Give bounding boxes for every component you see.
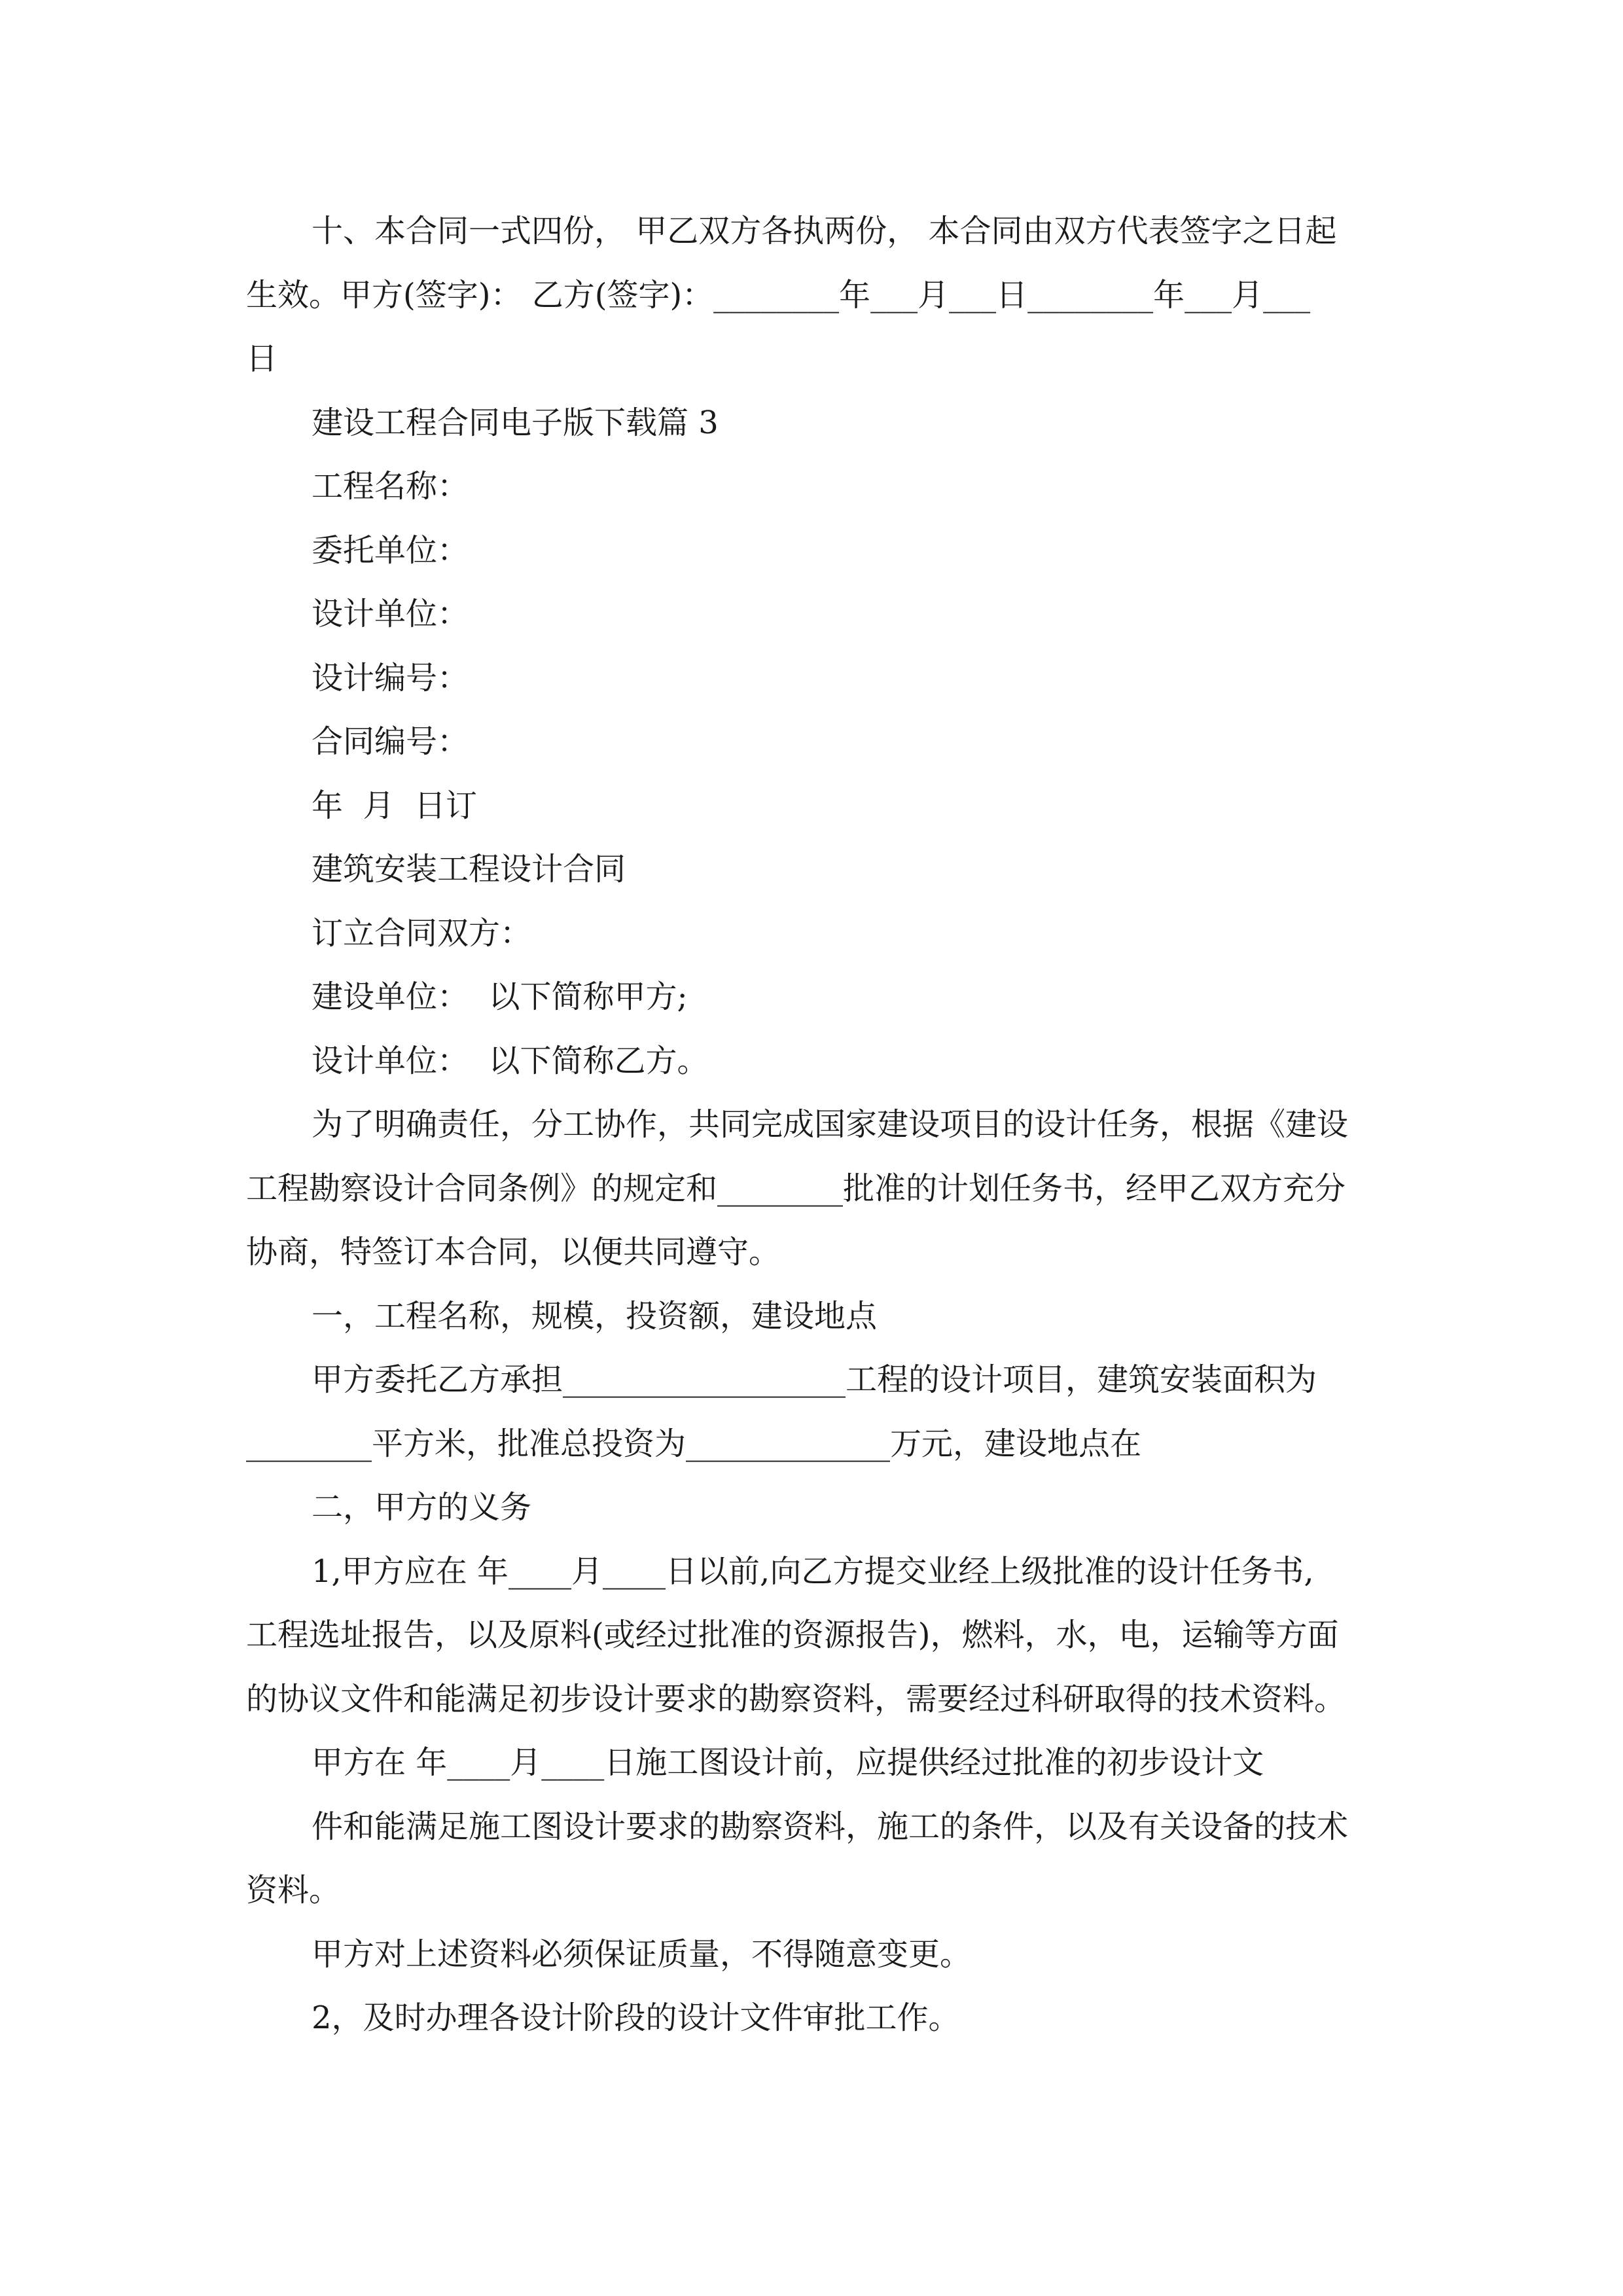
text-line: 订立合同双方： [312,914,532,952]
text-line: 2，及时办理各设计阶段的设计文件审批工作。 [312,2000,960,2036]
text-line: 十、本合同一式四份， 甲乙双方各执两份， 本合同由双方代表签字之日起 [312,213,1337,249]
text-line: 日 [246,340,278,377]
text-line: 的协议文件和能满足初步设计要求的勘察资料，需要经过科研取得的技术资料。 [246,1680,1346,1717]
text-line: 为了明确责任，分工协作，共同完成国家建设项目的设计任务，根据《建设 [312,1106,1349,1143]
text-line: 工程勘察设计合同条例》的规定和________批准的计划任务书，经甲乙双方充分 [246,1170,1346,1207]
text-line: 甲方委托乙方承担__________________工程的设计项目，建筑安装面积为 [312,1361,1317,1398]
text-line: 设计单位： 以下简称乙方。 [312,1042,709,1079]
text-line: 甲方对上述资料必须保证质量，不得随意变更。 [312,1935,972,1973]
text-line: 协商，特签订本合同，以便共同遵守。 [246,1234,781,1270]
contract-body [246,200,1378,2051]
text-line: ________平方米，批准总投资为_____________万元，建设地点在 [246,1425,1142,1462]
text-line: 年 月 日订 [312,787,478,824]
text-line: 委托单位： [312,531,469,569]
text-line: 建设工程合同电子版下载篇 3 [312,404,719,441]
text-line: 资料。 [246,1872,341,1909]
text-line: 建筑安装工程设计合同 [312,851,626,888]
text-line: 设计单位： [312,596,469,632]
text-line: 生效。甲方(签字)： 乙方(签字)：________年___月___日________年___月___ [246,276,1311,314]
text-line: 设计编号： [312,659,469,696]
text-line: 工程名称： [312,468,469,505]
text-line: 工程选址报告，以及原料(或经过批准的资源报告)，燃料，水，电，运输等方面 [246,1617,1339,1653]
text-line: 件和能满足施工图设计要求的勘察资料，施工的条件，以及有关设备的技术 [312,1808,1349,1845]
text-line: 1,甲方应在 年____月____日以前,向乙方提交业经上级批准的设计任务书, [312,1552,1314,1590]
text-line: 建设单位： 以下简称甲方; [312,978,688,1015]
text-line: 一，工程名称，规模，投资额，建设地点 [312,1297,878,1335]
text-line: 二，甲方的义务 [312,1489,532,1526]
text-line: 合同编号： [312,723,469,760]
text-line: 甲方在 年____月____日施工图设计前，应提供经过批准的初步设计文 [312,1744,1264,1781]
